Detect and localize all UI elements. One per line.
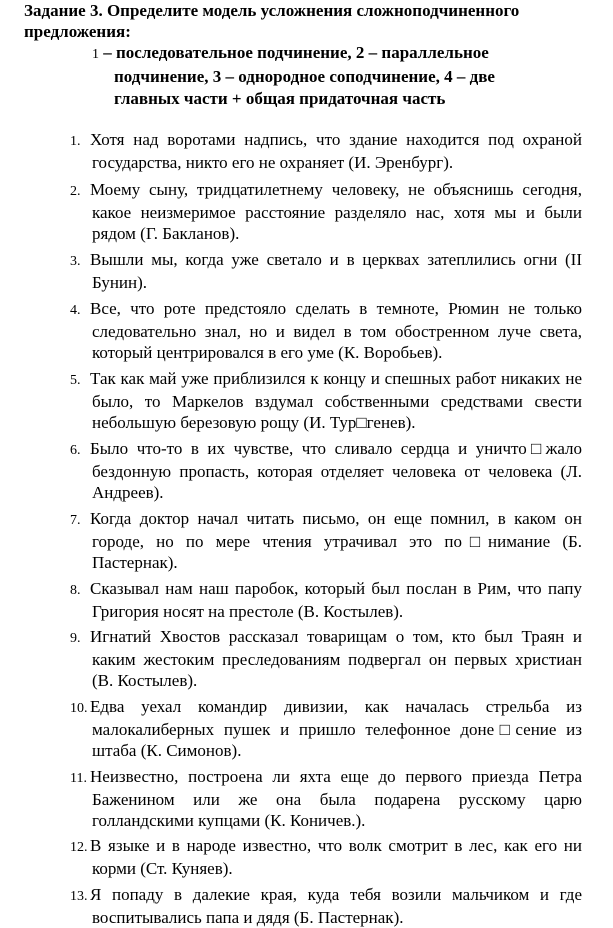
list-item xyxy=(70,368,582,433)
item-text: Вышли мы, когда уже светало и в церквах затеплились огни (II Бунин). xyxy=(90,250,582,292)
list-item xyxy=(70,179,582,244)
item-text: Было что-то в их чувстве, что сливало сердца и уничто□жало бездонную пропасть, которая отделяет человека от человека (Л. Андреев). xyxy=(90,439,582,502)
legend-text: – последовательное подчинение, 2 – параллельное подчинение, 3 – однородное соподчинение, 4 – две главных части + общая придаточная часть xyxy=(103,43,495,108)
item-number: 9. xyxy=(70,631,81,646)
item-number: 1. xyxy=(70,134,81,149)
list-item xyxy=(70,249,582,293)
task-title: Задание 3. Определите модель усложнения сложноподчиненного предложения: xyxy=(24,1,520,41)
item-text: Когда доктор начал читать письмо, он еще помнил, в каком он городе, но по мере чтения утрачивал это по□нимание (Б. Пастернак). xyxy=(90,509,582,572)
list-item xyxy=(70,884,582,928)
item-text: Неизвестно, построена ли яхта еще до первого приезда Петра Баженином или же она была подарена русскому царю голландскими купцами (К. Коничев.). xyxy=(90,767,582,830)
list-item xyxy=(70,696,582,761)
list-item xyxy=(70,438,582,503)
legend-number: 1 xyxy=(92,47,99,62)
item-number: 7. xyxy=(70,513,81,528)
item-number: 5. xyxy=(70,373,81,388)
item-text: Игнатий Хвостов рассказал товарищам о том, кто был Траян и каким жестоким преследованиям подвергал он первых христиан (В. Костылев). xyxy=(90,627,582,690)
item-text: Хотя над воротами надпись, что здание находится под охраной государства, никто его не охраняет (И. Эренбург). xyxy=(90,130,582,172)
list-item xyxy=(70,508,582,573)
item-number: 13. xyxy=(70,889,88,904)
list-item xyxy=(70,298,582,363)
item-text: В языке и в народе известно, что волк смотрит в лес, как его ни корми (Ст. Куняев). xyxy=(90,836,582,878)
item-number: 12. xyxy=(70,840,88,855)
item-text: Сказывал нам наш паробок, который был послан в Рим, что папу Григория носят на престоле (В. Костылев). xyxy=(90,579,582,621)
item-number: 3. xyxy=(70,254,81,269)
item-number: 11. xyxy=(70,771,87,786)
task-legend xyxy=(92,42,562,110)
list-item xyxy=(70,578,582,622)
item-number: 2. xyxy=(70,184,81,199)
list-item xyxy=(70,129,582,173)
sentence-list xyxy=(70,129,582,928)
list-item xyxy=(70,626,582,691)
item-text: Я попаду в далекие края, куда тебя возили мальчиком и где воспитывались папа и дядя (Б. Пастернак). xyxy=(90,885,582,927)
list-item xyxy=(70,835,582,879)
item-number: 10. xyxy=(70,701,88,716)
item-number: 4. xyxy=(70,303,81,318)
item-text: Все, что роте предстояло сделать в темноте, Рюмин не только следовательно знал, но и видел в том обостренном луче света, который центрировался в его уме (К. Воробьев). xyxy=(90,299,582,362)
item-number: 8. xyxy=(70,583,81,598)
item-text: Моему сыну, тридцатилетнему человеку, не объяснишь сегодня, какое неизмеримое расстояние разделяло нас, хотя мы и были рядом (Г. Бакланов). xyxy=(90,180,582,243)
item-text: Так как май уже приблизился к концу и спешных работ никаких не было, то Маркелов вздумал собственными средствами свести небольшую березовую рощу (И. Тур□генев). xyxy=(90,369,582,432)
item-text: Едва уехал командир дивизии, как началась стрельба из малокалиберных пушек и пришло телефонное доне□сение из штаба (К. Симонов). xyxy=(90,697,582,760)
item-number: 6. xyxy=(70,443,81,458)
list-item xyxy=(70,766,582,831)
